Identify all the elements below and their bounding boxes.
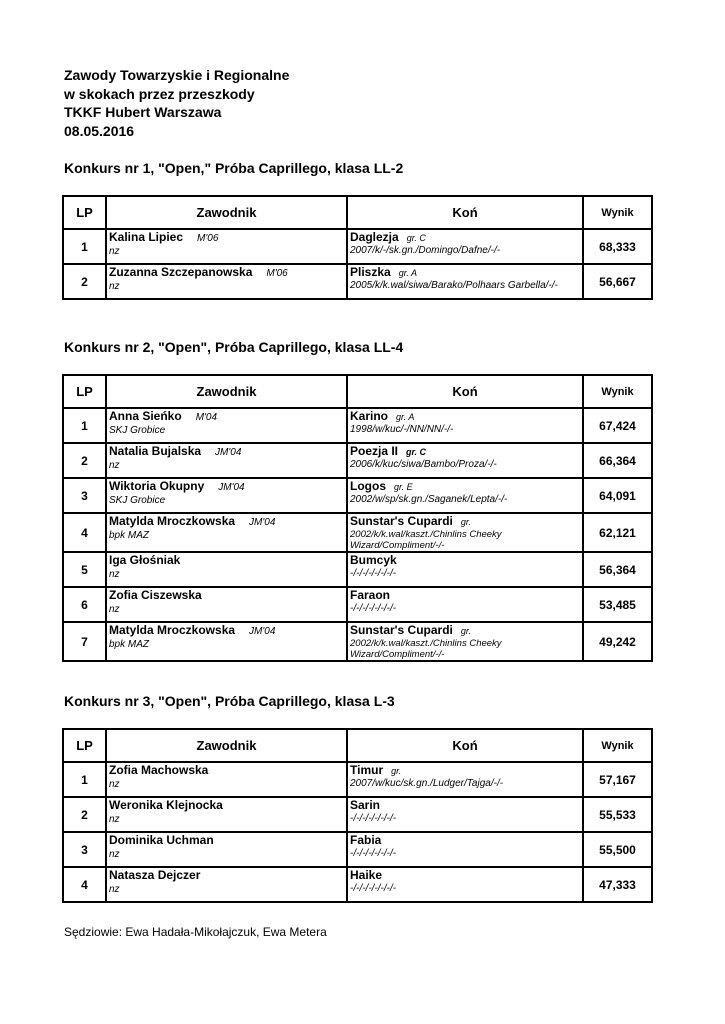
row-result: 67,424 [583, 408, 652, 443]
table-row [63, 478, 652, 513]
row-result: 49,242 [583, 622, 652, 661]
horse-cell [347, 797, 583, 832]
row-lp: 3 [63, 832, 106, 867]
horse-group: gr. E [394, 482, 413, 492]
rider-category: M'04 [195, 412, 218, 423]
rider-club: nz [109, 779, 120, 790]
rider-club: nz [109, 246, 120, 257]
rider-cell [106, 867, 347, 902]
col-rider: Zawodnik [106, 196, 347, 229]
table-row [63, 513, 652, 552]
rider-cell [106, 443, 347, 478]
col-result: Wynik [583, 196, 652, 229]
contest-1-table [62, 195, 653, 300]
horse-name: Haike [350, 868, 383, 882]
horse-name: Karino [350, 409, 389, 423]
event-date: 08.05.2016 [64, 122, 135, 139]
horse-info: -/-/-/-/-/-/-/- [350, 568, 397, 579]
horse-name: Poezja II [350, 444, 399, 458]
horse-name: Timur [350, 763, 384, 777]
rider-club: bpk MAZ [109, 639, 150, 650]
horse-cell [347, 587, 583, 622]
row-result: 56,667 [583, 264, 652, 299]
rider-club: SKJ Grobice [109, 495, 166, 506]
judges-line: Sędziowie: Ewa Hadała-Mikołajczuk, Ewa Metera [64, 925, 327, 939]
horse-info: 2006/k/kuc/siwa/Bambo/Proza/-/- [350, 459, 497, 470]
horse-name: Sunstar's Cupardi [350, 514, 453, 528]
row-result: 64,091 [583, 478, 652, 513]
horse-group: gr. C [406, 233, 426, 243]
rider-name: Zofia Machowska [109, 763, 209, 777]
rider-cell [106, 797, 347, 832]
rider-name: Weronika Klejnocka [109, 798, 223, 812]
table-row [63, 867, 652, 902]
row-lp: 1 [63, 762, 106, 797]
rider-cell [106, 229, 347, 264]
rider-name: Anna Sieńko [109, 409, 182, 423]
col-horse: Koń [347, 729, 583, 762]
horse-name: Daglezja [350, 230, 399, 244]
col-lp: LP [63, 729, 106, 762]
rider-cell [106, 552, 347, 587]
horse-cell [347, 264, 583, 299]
row-result: 53,485 [583, 587, 652, 622]
horse-group: gr. [391, 766, 402, 776]
row-lp: 6 [63, 587, 106, 622]
rider-club: nz [109, 849, 120, 860]
col-rider: Zawodnik [106, 375, 347, 408]
table-row [63, 622, 652, 661]
event-header [64, 66, 289, 140]
table-row [63, 229, 652, 264]
row-result: 47,333 [583, 867, 652, 902]
contest-1-title: Konkurs nr 1, "Open," Próba Caprillego, klasa LL-2 [64, 160, 404, 176]
horse-group: gr. A [396, 412, 415, 422]
rider-category: M'06 [266, 268, 288, 279]
horse-info: -/-/-/-/-/-/-/- [350, 848, 397, 859]
rider-cell [106, 478, 347, 513]
table-header-row [63, 375, 652, 408]
table-row [63, 408, 652, 443]
row-result: 66,364 [583, 443, 652, 478]
row-result: 62,121 [583, 513, 652, 552]
row-result: 55,500 [583, 832, 652, 867]
row-lp: 4 [63, 513, 106, 552]
rider-name: Zuzanna Szczepanowska [109, 265, 253, 279]
horse-cell [347, 832, 583, 867]
horse-name: Bumcyk [350, 553, 397, 567]
row-lp: 1 [63, 408, 106, 443]
contest-2-title: Konkurs nr 2, "Open", Próba Caprillego, klasa LL-4 [64, 339, 404, 355]
rider-name: Matylda Mroczkowska [109, 623, 236, 637]
horse-info: 2005/k/k.wal/siwa/Barako/Polhaars Garbella/-/- [350, 280, 558, 291]
row-result: 57,167 [583, 762, 652, 797]
rider-category: JM'04 [249, 517, 276, 528]
horse-cell [347, 867, 583, 902]
rider-name: Zofia Ciszewska [109, 588, 202, 602]
horse-name: Logos [350, 479, 386, 493]
table-header-row [63, 196, 652, 229]
rider-club: nz [109, 884, 120, 895]
rider-category: JM'04 [218, 482, 245, 493]
horse-cell [347, 408, 583, 443]
rider-club: nz [109, 604, 120, 615]
rider-name: Natalia Bujalska [109, 444, 202, 458]
horse-info: -/-/-/-/-/-/-/- [350, 603, 397, 614]
horse-cell [347, 478, 583, 513]
rider-name: Iga Głośniak [109, 553, 181, 567]
rider-name: Kalina Lipiec [109, 230, 184, 244]
row-lp: 2 [63, 264, 106, 299]
col-result: Wynik [583, 375, 652, 408]
horse-info: 2007/k/-/sk.gn./Domingo/Dafne/-/- [350, 245, 501, 256]
row-result: 68,333 [583, 229, 652, 264]
rider-cell [106, 513, 347, 552]
rider-name: Wiktoria Okupny [109, 479, 205, 493]
rider-name: Dominika Uchman [109, 833, 214, 847]
rider-cell [106, 622, 347, 661]
rider-name: Natasza Dejczer [109, 868, 201, 882]
rider-category: JM'04 [249, 626, 276, 637]
row-lp: 2 [63, 797, 106, 832]
event-organizer: TKKF Hubert Warszawa [64, 104, 222, 120]
horse-name: Sarin [350, 798, 381, 812]
event-title: Zawody Towarzyskie i Regionalne [64, 67, 290, 83]
col-horse: Koń [347, 375, 583, 408]
rider-club: nz [109, 814, 120, 825]
horse-info: -/-/-/-/-/-/-/- [350, 883, 397, 894]
rider-cell [106, 587, 347, 622]
horse-info: 2007/w/kuc/sk.gn./Ludger/Tajga/-/- [350, 778, 504, 789]
rider-club: SKJ Grobice [109, 425, 166, 436]
horse-cell [347, 622, 583, 661]
row-lp: 1 [63, 229, 106, 264]
table-row [63, 797, 652, 832]
horse-info: 2002/k/k.wal/kaszt./Chinlins Cheeky Wizard/Compliment/-/- [350, 638, 502, 660]
rider-cell [106, 264, 347, 299]
horse-name: Faraon [350, 588, 391, 602]
horse-info: 2002/k/k.wal/kaszt./Chinlins Cheeky Wizard/Compliment/-/- [350, 529, 502, 551]
rider-category: JM'04 [215, 447, 242, 458]
table-row [63, 264, 652, 299]
rider-club: bpk MAZ [109, 530, 150, 541]
col-lp: LP [63, 196, 106, 229]
rider-name: Matylda Mroczkowska [109, 514, 236, 528]
rider-cell [106, 832, 347, 867]
horse-info: 1998/w/kuc/-/NN/NN/-/- [350, 424, 454, 435]
contest-3-table [62, 728, 653, 903]
row-lp: 7 [63, 622, 106, 661]
row-result: 55,533 [583, 797, 652, 832]
horse-group: gr. [460, 517, 472, 527]
horse-cell [347, 513, 583, 552]
rider-cell [106, 408, 347, 443]
horse-cell [347, 762, 583, 797]
rider-club: nz [109, 569, 120, 580]
horse-info: -/-/-/-/-/-/-/- [350, 813, 397, 824]
horse-name: Pliszka [350, 265, 391, 279]
row-lp: 5 [63, 552, 106, 587]
rider-cell [106, 762, 347, 797]
row-lp: 4 [63, 867, 106, 902]
horse-cell [347, 552, 583, 587]
col-result: Wynik [583, 729, 652, 762]
row-lp: 3 [63, 478, 106, 513]
col-rider: Zawodnik [106, 729, 347, 762]
horse-name: Fabia [350, 833, 382, 847]
horse-group: gr. A [398, 268, 418, 278]
horse-cell [347, 229, 583, 264]
col-lp: LP [63, 375, 106, 408]
contest-3-title: Konkurs nr 3, "Open", Próba Caprillego, klasa L-3 [64, 693, 395, 709]
event-discipline: w skokach przez przeszkody [64, 85, 255, 102]
rider-club: nz [109, 460, 120, 471]
horse-info: 2002/w/sp/sk.gn./Saganek/Lepta/-/- [350, 494, 508, 505]
horse-name: Sunstar's Cupardi [350, 623, 453, 637]
col-horse: Koń [347, 196, 583, 229]
table-row [63, 587, 652, 622]
rider-club: nz [109, 281, 120, 292]
horse-group: gr. [460, 626, 472, 636]
rider-category: M'06 [197, 233, 219, 244]
contest-2-table [62, 374, 653, 662]
table-row [63, 832, 652, 867]
table-row [63, 552, 652, 587]
table-row [63, 443, 652, 478]
table-row [63, 762, 652, 797]
row-lp: 2 [63, 443, 106, 478]
horse-cell [347, 443, 583, 478]
table-header-row [63, 729, 652, 762]
horse-group: gr. C [406, 447, 427, 457]
row-result: 56,364 [583, 552, 652, 587]
